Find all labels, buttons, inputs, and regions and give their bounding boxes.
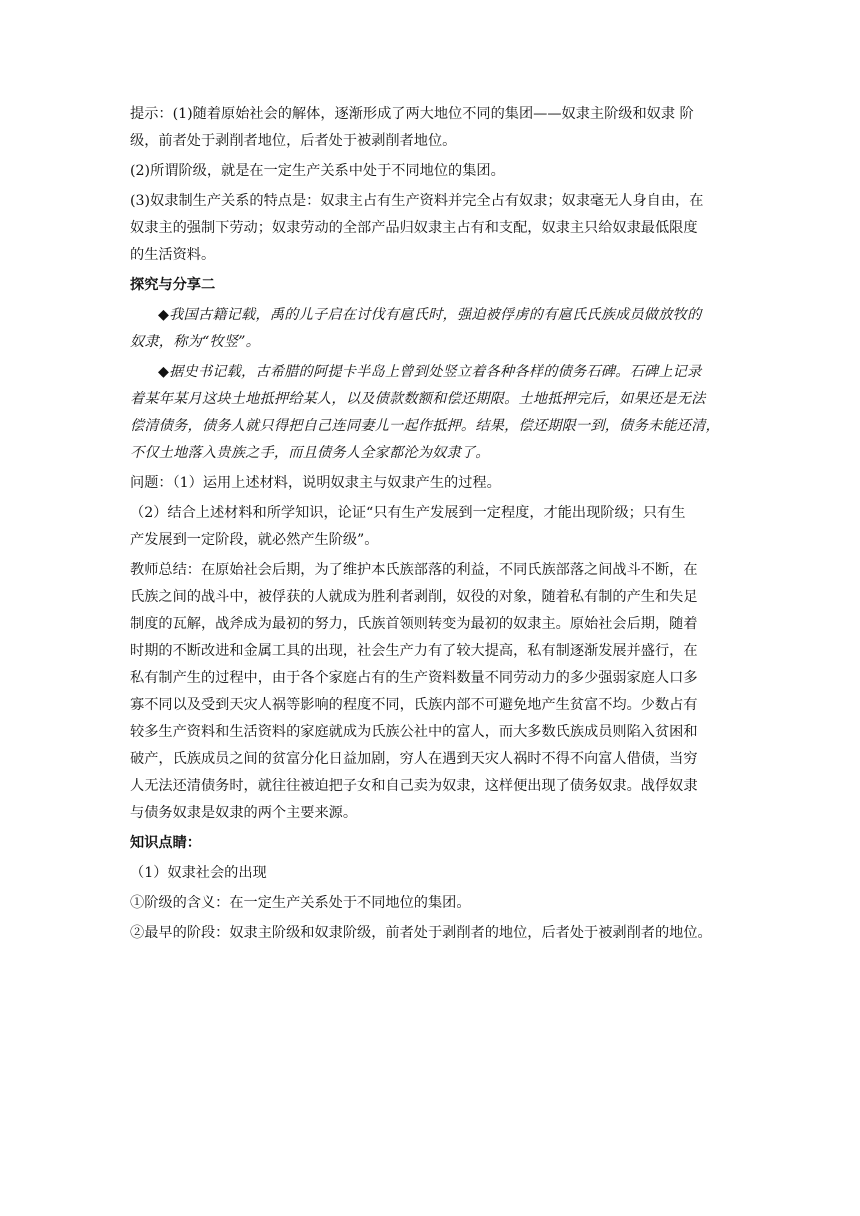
question-2 — [130, 500, 736, 554]
knowledge-item-3: ②最早的阶段：奴隶主阶级和奴隶阶级，前者处于剥削者的地位，后者处于被剥削者的地位。 — [130, 925, 712, 941]
text-line: 提示：(1)随着原始社会的解体，逐渐形成了两大地位不同的集团——奴隶主阶级和奴隶 阶 — [130, 106, 694, 122]
text-line: ◆我国古籍记载，禹的儿子启在讨伐有扈氏时，强迫被俘虏的有扈氏氏族成员做放牧的 — [158, 307, 702, 323]
text-line: (2)所谓阶级，就是在一定生产关系中处于不同地位的集团。 — [130, 163, 505, 179]
knowledge-heading: 知识点睛： — [130, 835, 201, 851]
text-line: 着某年某月这块土地抵押给某人，以及债款数额和偿还期限。土地抵押完后，如果还是无法 — [130, 391, 706, 407]
text-line: 产发展到一定阶段，就必然产生阶级”。 — [130, 532, 379, 548]
text-line: ◆据史书记载，古希腊的阿提卡半岛上曾到处竖立着各种各样的债务石碑。石碑上记录 — [158, 364, 702, 380]
text-line: 制度的瓦解，战斧成为最初的努力，氏族首领则转变为最初的奴隶主。原始社会后期，随着 — [130, 616, 698, 632]
text-line: 级，前者处于剥削者地位，后者处于被剥削者地位。 — [130, 133, 457, 149]
knowledge-item-2: ①阶级的含义：在一定生产关系处于不同地位的集团。 — [130, 895, 471, 911]
text-line: 较多生产资料和生活资料的家庭就成为氏族公社中的富人，而大多数氏族成员则陷入贫困和 — [130, 724, 698, 740]
document-page — [130, 101, 736, 950]
text-line: 与债务奴隶是奴隶的两个主要来源。 — [130, 805, 358, 821]
text-line: 的生活资料。 — [130, 247, 216, 263]
hint-paragraph-1 — [130, 101, 736, 155]
text-line: 偿清债务，债务人就只得把自己连同妻儿一起作抵押。结果，偿还期限一到，债务未能还清， — [130, 418, 720, 434]
text-line: 奴隶，称为“牧竖”。 — [130, 334, 261, 350]
question-1: 问题：（1）运用上述材料，说明奴隶主与奴隶产生的过程。 — [130, 475, 501, 491]
hint-paragraph-2 — [130, 158, 736, 185]
material-2 — [130, 359, 736, 467]
text-line: 时期的不断改进和金属工具的出现，社会生产力有了较大提高，私有制逐渐发展并盛行，在 — [130, 643, 698, 659]
text-line: 人无法还清债务时，就往往被迫把子女和自己卖为奴隶，这样便出现了债务奴隶。战俘奴隶 — [130, 778, 698, 794]
text-line: 教师总结：在原始社会后期，为了维护本氏族部落的利益，不同氏族部落之间战斗不断，在 — [130, 562, 698, 578]
text-line: 破产，氏族成员之间的贫富分化日益加剧，穷人在遇到天灾人祸时不得不向富人借债，当穷 — [130, 751, 698, 767]
text-line: 不仅土地落入贵族之手，而且债务人全家都沦为奴隶了。 — [130, 445, 490, 461]
text-line: 氏族之间的战斗中，被俘获的人就成为胜利者剥削，奴役的对象，随着私有制的产生和失足 — [130, 589, 698, 605]
text-line: （2）结合上述材料和所学知识，论证“只有生产发展到一定程度，才能出现阶级；只有生 — [130, 505, 686, 521]
text-line: (3)奴隶制生产关系的特点是：奴隶主占有生产资料并完全占有奴隶；奴隶毫无人身自由，在 — [130, 193, 704, 209]
text-line: 奴隶主的强制下劳动；奴隶劳动的全部产品归奴隶主占有和支配，奴隶主只给奴隶最低限度 — [130, 220, 698, 236]
text-line: 寡不同以及受到天灾人祸等影响的程度不同，氏族内部不可避免地产生贫富不均。少数占有 — [130, 697, 698, 713]
knowledge-item-1: （1）奴隶社会的出现 — [130, 865, 267, 881]
hint-paragraph-3 — [130, 188, 736, 269]
teacher-summary — [130, 557, 736, 827]
text-line: 私有制产生的过程中，由于各个家庭占有的生产资料数量不同劳动力的多少强弱家庭人口多 — [130, 670, 698, 686]
material-1 — [130, 302, 736, 356]
section-heading: 探究与分享二 — [130, 277, 216, 293]
